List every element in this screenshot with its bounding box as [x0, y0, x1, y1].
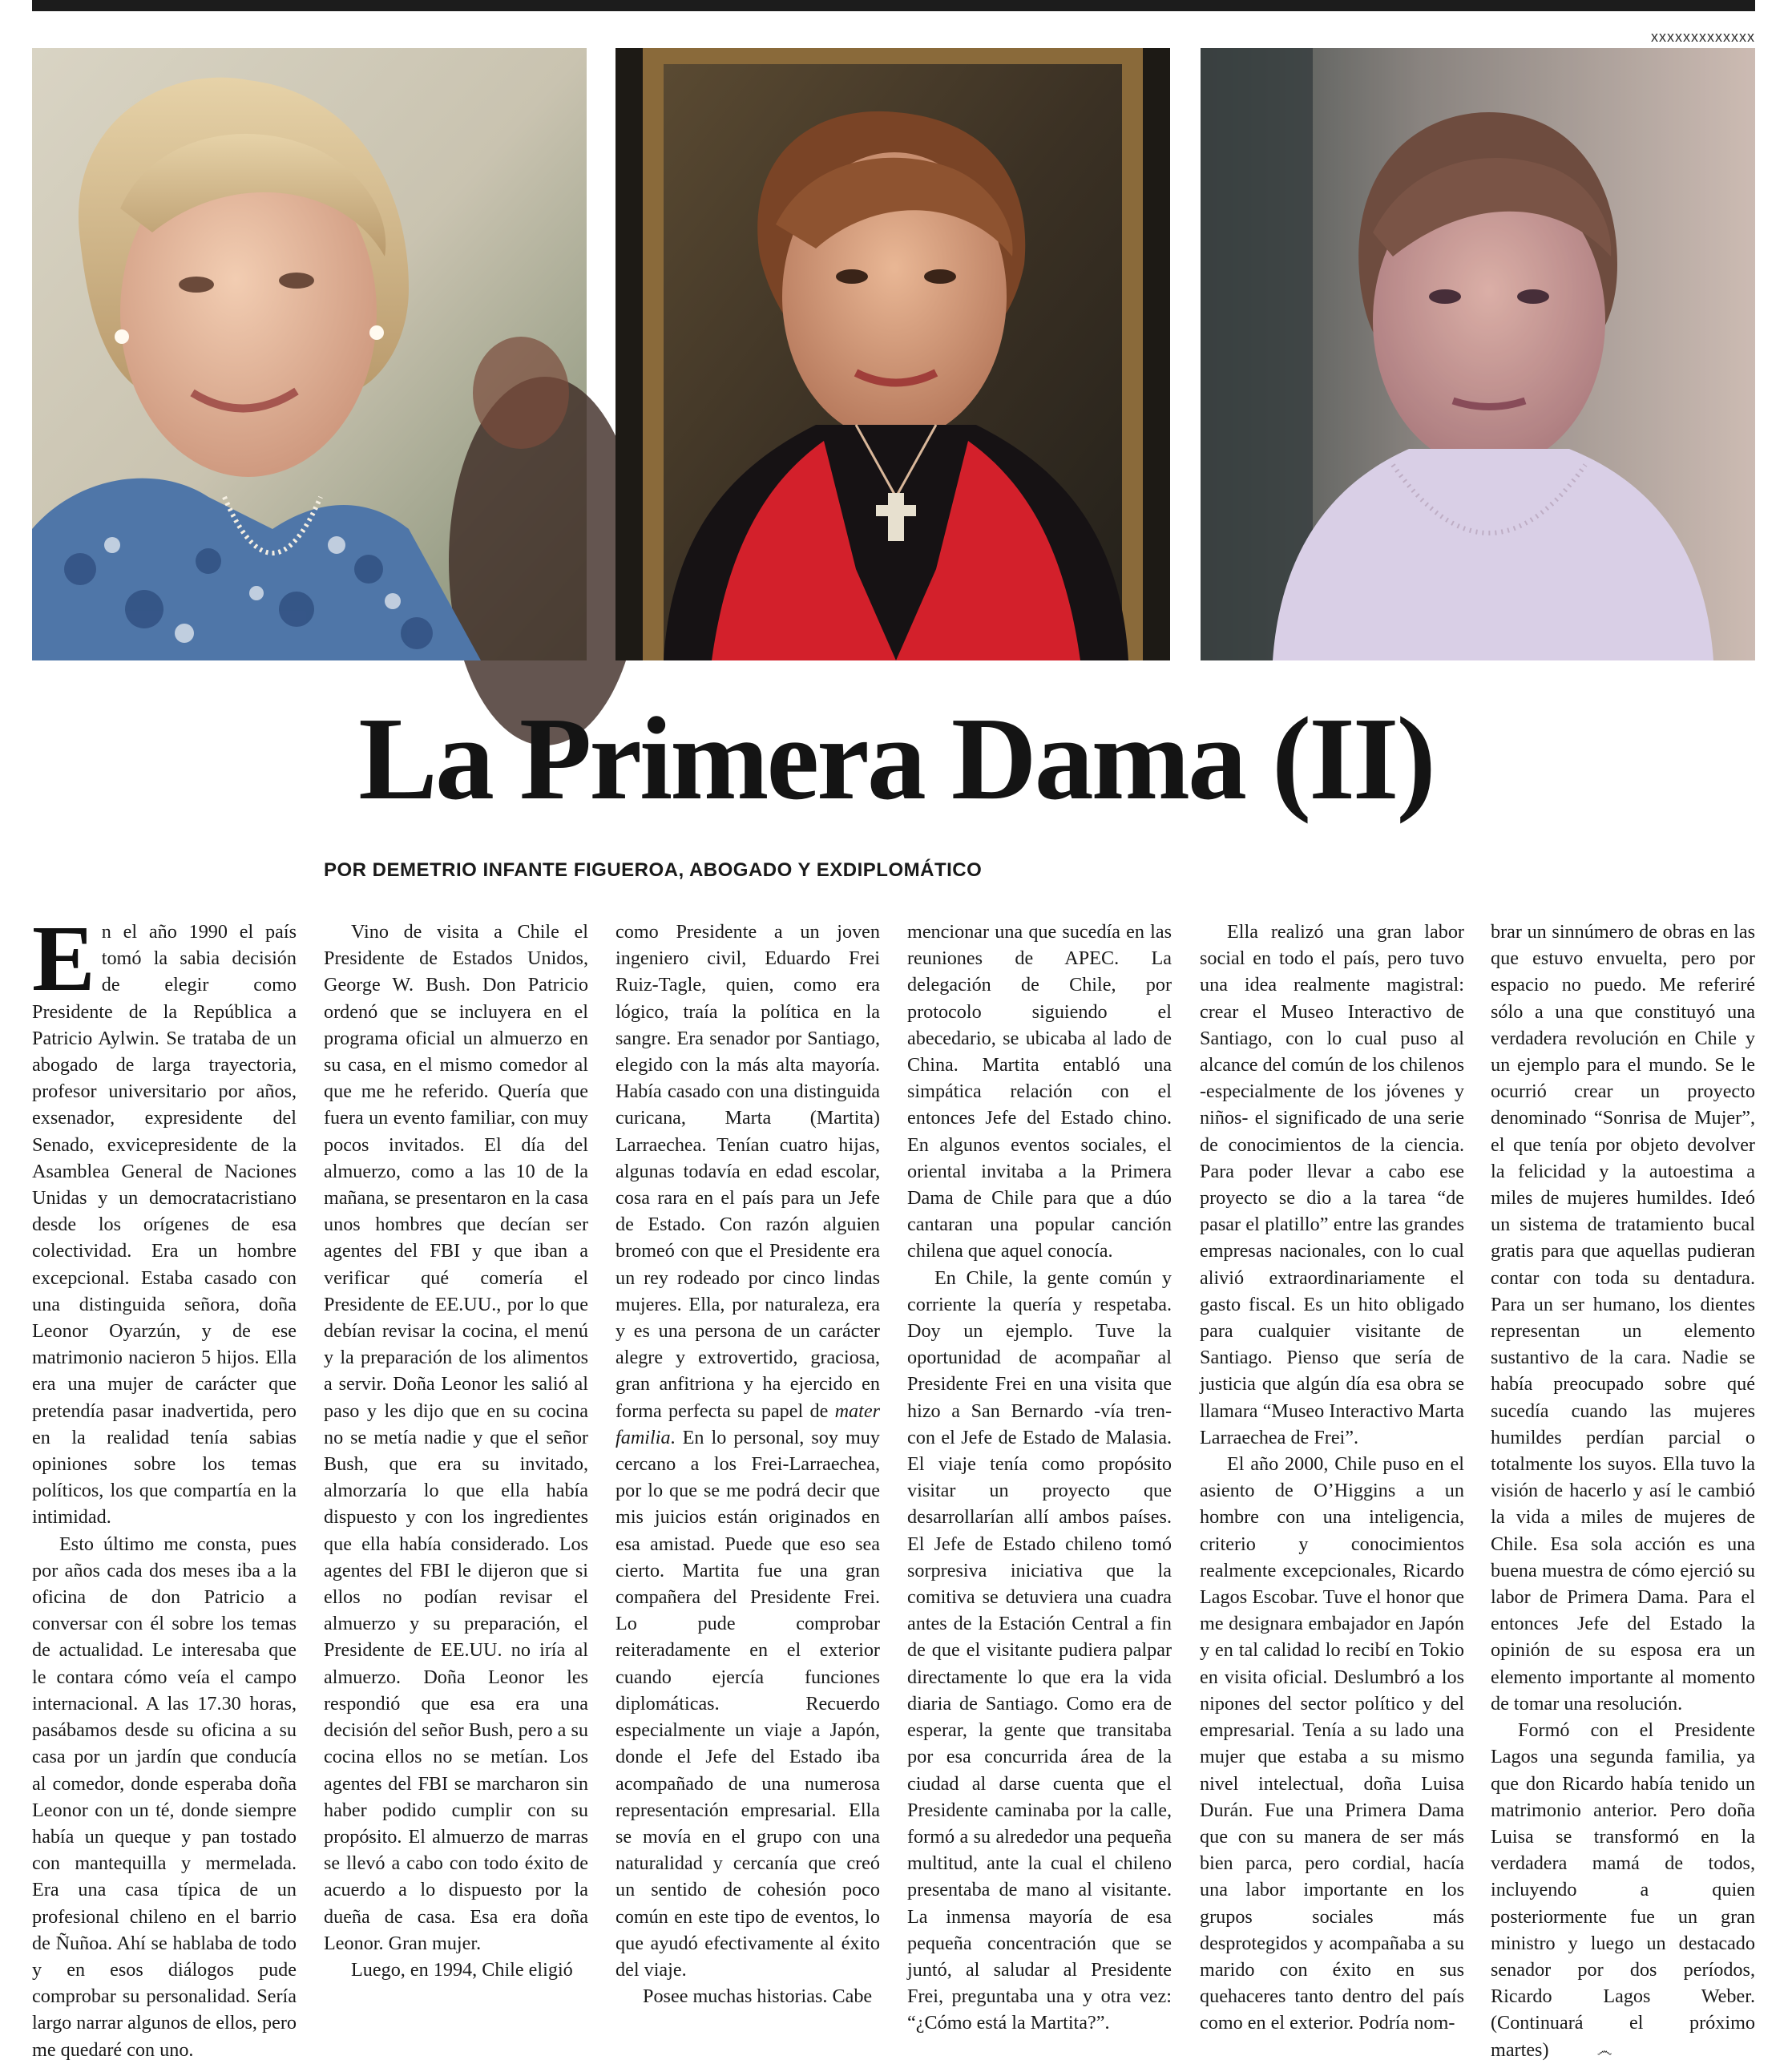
article-paragraph: Formó con el Presidente Lagos una segunda familia, ya que don Ricardo había tenido un matrimonio anterior. Pero doña Luisa se transformó en la verdadera mamá de todos, incluyendo a quien posteriormente fue un gran ministro y luego un destacado senador por dos períodos, Ricardo Lagos Weber. (Continuará el próximo martes) ෴ [1491, 1719, 1755, 2061]
italic-phrase: mater familia [615, 1400, 880, 1448]
drop-cap: E [32, 906, 95, 1011]
article-byline: POR DEMETRIO INFANTE FIGUEROA, ABOGADO Y EXDIPLOMÁTICO [324, 859, 983, 881]
article-paragraph: brar un sinnúmero de obras en las que estuvo envuelta, pero por espacio no puedo. Me referiré sólo a una que constituyó una verdadera revolución en Chile y un ejemplo para el mundo. Se le ocurrió crear un proyecto denominado “Sonrisa de Mujer”, el que tenía por objeto devolver la felicidad y la autoestima a miles de mujeres humildes. Ideó un sistema de tratamiento bucal gratis para que aquellas pudieran contar con toda su dentadura. Para un ser humano, los dientes representan un elemento sustantivo de la cara. Nadie se había preocupado sobre qué sucedía cuando las mujeres humildes perdían parcial o totalmente los suyos. Ella tuvo la visión de hacerlo y así le cambió la vida a miles de mujeres de Chile. Esa sola acción es una buena muestra de cómo ejerció su labor de Primera Dama. Para el entonces Jefe del Estado la opinión de su esposa era un elemento importante al momento de tomar una resolución. [1491, 921, 1755, 1715]
article-column-5 [1200, 919, 1464, 2034]
article-paragraph: En Chile, la gente común y corriente la quería y respetaba. Doy un ejemplo. Tuve la oportunidad de acompañar al Presidente Frei en una visita que hizo a San Bernardo -vía tren- con el Jefe de Estado de Malasia. El viaje tenía como propósito visitar un proyecto que desarrollarían allí ambos países. El Jefe de Estado chileno tomó sorpresiva iniciativa que la comitiva se detuviera una cuadra antes de la Estación Central a fin de que el visitante pudiera palpar directamente lo que era la vida diaria de Santiago. Como era de esperar, la gente que transitaba por esa concurrida área de la ciudad al darse cuenta que el Presidente caminaba por la calle, formó a su alrededor una pequeña multitud, ante la cual el chileno presentaba de mano al visitante. La inmensa mayoría de esa pequeña concentración que se juntó, al saludar al Presidente Frei, preguntaba una y otra vez: “¿Cómo está la Martita?”. [907, 1266, 1172, 2034]
article-column-3 [615, 919, 880, 2025]
end-mark-icon: ෴ [1596, 2040, 1612, 2060]
article-column-2 [324, 919, 588, 2025]
page-slug: xxxxxxxxxxxxx [1651, 29, 1755, 45]
article-paragraph: mencionar una que sucedía en las reuniones de APEC. La delegación de Chile, por protocolo siguiendo el abecedario, se ubicaba al lado de China. Martita entabló una simpática relación con el entonces Jefe del Estado chino. En algunos eventos sociales, el oriental invitaba a la Primera Dama de Chile para que a dúo cantaran una popular canción chilena que aquel conocía. [907, 921, 1172, 1262]
article-paragraph: En el año 1990 el país tomó la sabia decisión de elegir como Presidente de la República a Patricio Aylwin. Se trataba de un abogado de larga trayectoria, profesor universitario por años, exsenador, expresidente del Senado, exvicepresidente de la Asamblea General de Naciones Unidas y un democratacristiano desde los orígenes de esa colectividad. Era un hombre excepcional. Estaba casado con una distinguida señora, doña Leonor Oyarzún, y de ese matrimonio nacieron 5 hijos. Ella era una mujer de carácter que pretendía pasar inadvertida, pero en la realidad tenía sabias opiniones sobre los temas políticos, los que compartía en la intimidad. [32, 906, 297, 1529]
article-column-1 [32, 906, 297, 2061]
luisa-duran-photo [1201, 48, 1755, 660]
article-paragraph: como Presidente a un joven ingeniero civil, Eduardo Frei Ruiz-Tagle, quien, como era lógico, traía la política en la sangre. Era senador por Santiago, elegido con la más alta mayoría. Había casado con una distinguida curicana, Marta (Martita) Larraechea. Tenían cuatro hijas, algunas todavía en edad escolar, cosa rara en el país para un Jefe de Estado. Con razón alguien bromeó con que el Presidente era un rey rodeado por cinco lindas mujeres. Ella, por naturaleza, era y es una persona de un carácter alegre y extrovertido, graciosa, gran anfitriona y ha ejercido en forma perfecta su papel de mater familia. En lo personal, soy muy cercano a los Frei-Larraechea, por lo que se me podrá decir que mis juicios están originados en esa amistad. Puede que eso sea cierto. Martita fue una gran compañera del Presidente Frei. Lo pude comprobar reiteradamente en el exterior cuando ejercía funciones diplomáticas. Recuerdo especialmente un viaje a Japón, donde el Jefe del Estado iba acompañado de una numerosa representación empresarial. Ella se movía en el grupo con una naturalidad y cercanía que creó un sentido de cohesión poco común en este tipo de eventos, lo que ayudó efectivamente al éxito del viaje. [615, 921, 880, 1981]
top-rule [32, 0, 1755, 11]
article-paragraph: Ella realizó una gran labor social en todo el país, pero tuvo una idea realmente magistral: crear el Museo Interactivo de Santiago, con lo cual puso al alcance del común de los chilenos -especialmente de los jóvenes y niños- el significado de una serie de conocimientos de la ciencia. Para poder llevar a cabo ese proyecto se dio a la tarea “de pasar el platillo” entre las grandes empresas nacionales, con lo cual alivió extraordinariamente el gasto fiscal. Es un hito obligado para cualquier visitante de Santiago. Pienso que sería de justicia que algún día esa obra se llamara “Museo Interactivo Marta Larraechea de Frei”. [1200, 921, 1464, 1448]
article-paragraph: El año 2000, Chile puso en el asiento de O’Higgins a un hombre con una inteligencia, criterio y conocimientos realmente excepcionales, Ricardo Lagos Escobar. Tuve el honor que me designara embajador en Japón y en tal calidad lo recibí en Tokio en visita oficial. Deslumbró a los nipones del sector político y del empresarial. Tenía a su lado una mujer que estaba a su mismo nivel intelectual, doña Luisa Durán. Fue una Primera Dama que con su manera de ser más bien parca, pero cordial, hacía una labor importante en los grupos sociales más desprotegidos y acompañaba a su marido con éxito en sus quehaceres tanto dentro del país como en el exterior. Podría nom- [1200, 1453, 1464, 2034]
article-paragraph: Vino de visita a Chile el Presidente de Estados Unidos, George W. Bush. Don Patricio ordenó que se incluyera en el programa oficial un almuerzo en su casa, en el mismo comedor al que me he referido. Quería que fuera un evento familiar, con muy pocos invitados. El día del almuerzo, como a las 10 de la mañana, se presentaron en la casa unos hombres que decían ser agentes del FBI y que iban a verificar qué comería el Presidente de EE.UU., por lo que debían revisar la cocina, el menú y la preparación de los alimentos a servir. Doña Leonor les salió al paso y les dijo que en su cocina no se metía nadie y que el señor Bush, que era su invitado, almorzaría lo que ella había dispuesto y con los ingredientes que ella había considerado. Los agentes del FBI le dijeron que si ellos no podían revisar el almuerzo y su preparación, el Presidente de EE.UU. no iría al almuerzo. Doña Leonor les respondió que esa era una decisión del señor Bush, pero a su cocina ellos no se metían. Los agentes del FBI se marcharon sin haber podido cumplir con su propósito. El almuerzo de marras se llevó a cabo con todo éxito de acuerdo a lo dispuesto por la dueña de casa. Esa era doña Leonor. Gran mujer. [324, 921, 588, 1954]
article-paragraph: Esto último me consta, pues por años cada dos meses iba a la oficina de don Patricio a conversar con él sobre los temas de actualidad. Le interesaba que le contara cómo veía el campo internacional. A las 17.30 horas, pasábamos desde su oficina a su casa por un jardín que conducía al comedor, donde esperaba doña Leonor con un té, donde siempre había un queque y pan tostado con mantequilla y mermelada. Era una casa típica de un profesional chileno en el barrio de Ñuñoa. Ahí se hablaba de todo y en esos diálogos pude comprobar su personalidad. Sería largo narrar algunos de ellos, pero me quedaré con uno. [32, 1533, 297, 2061]
article-column-6 [1491, 919, 1755, 2061]
article-column-4 [907, 919, 1172, 2034]
marta-larraechea-photo [615, 48, 1170, 660]
article-paragraph: Posee muchas historias. Cabe [643, 1985, 873, 2008]
article-paragraph: Luego, en 1994, Chile eligió [351, 1958, 573, 1981]
leonor-oyarzun-photo [32, 48, 587, 660]
article-headline: La Primera Dama (II) [358, 693, 1434, 825]
